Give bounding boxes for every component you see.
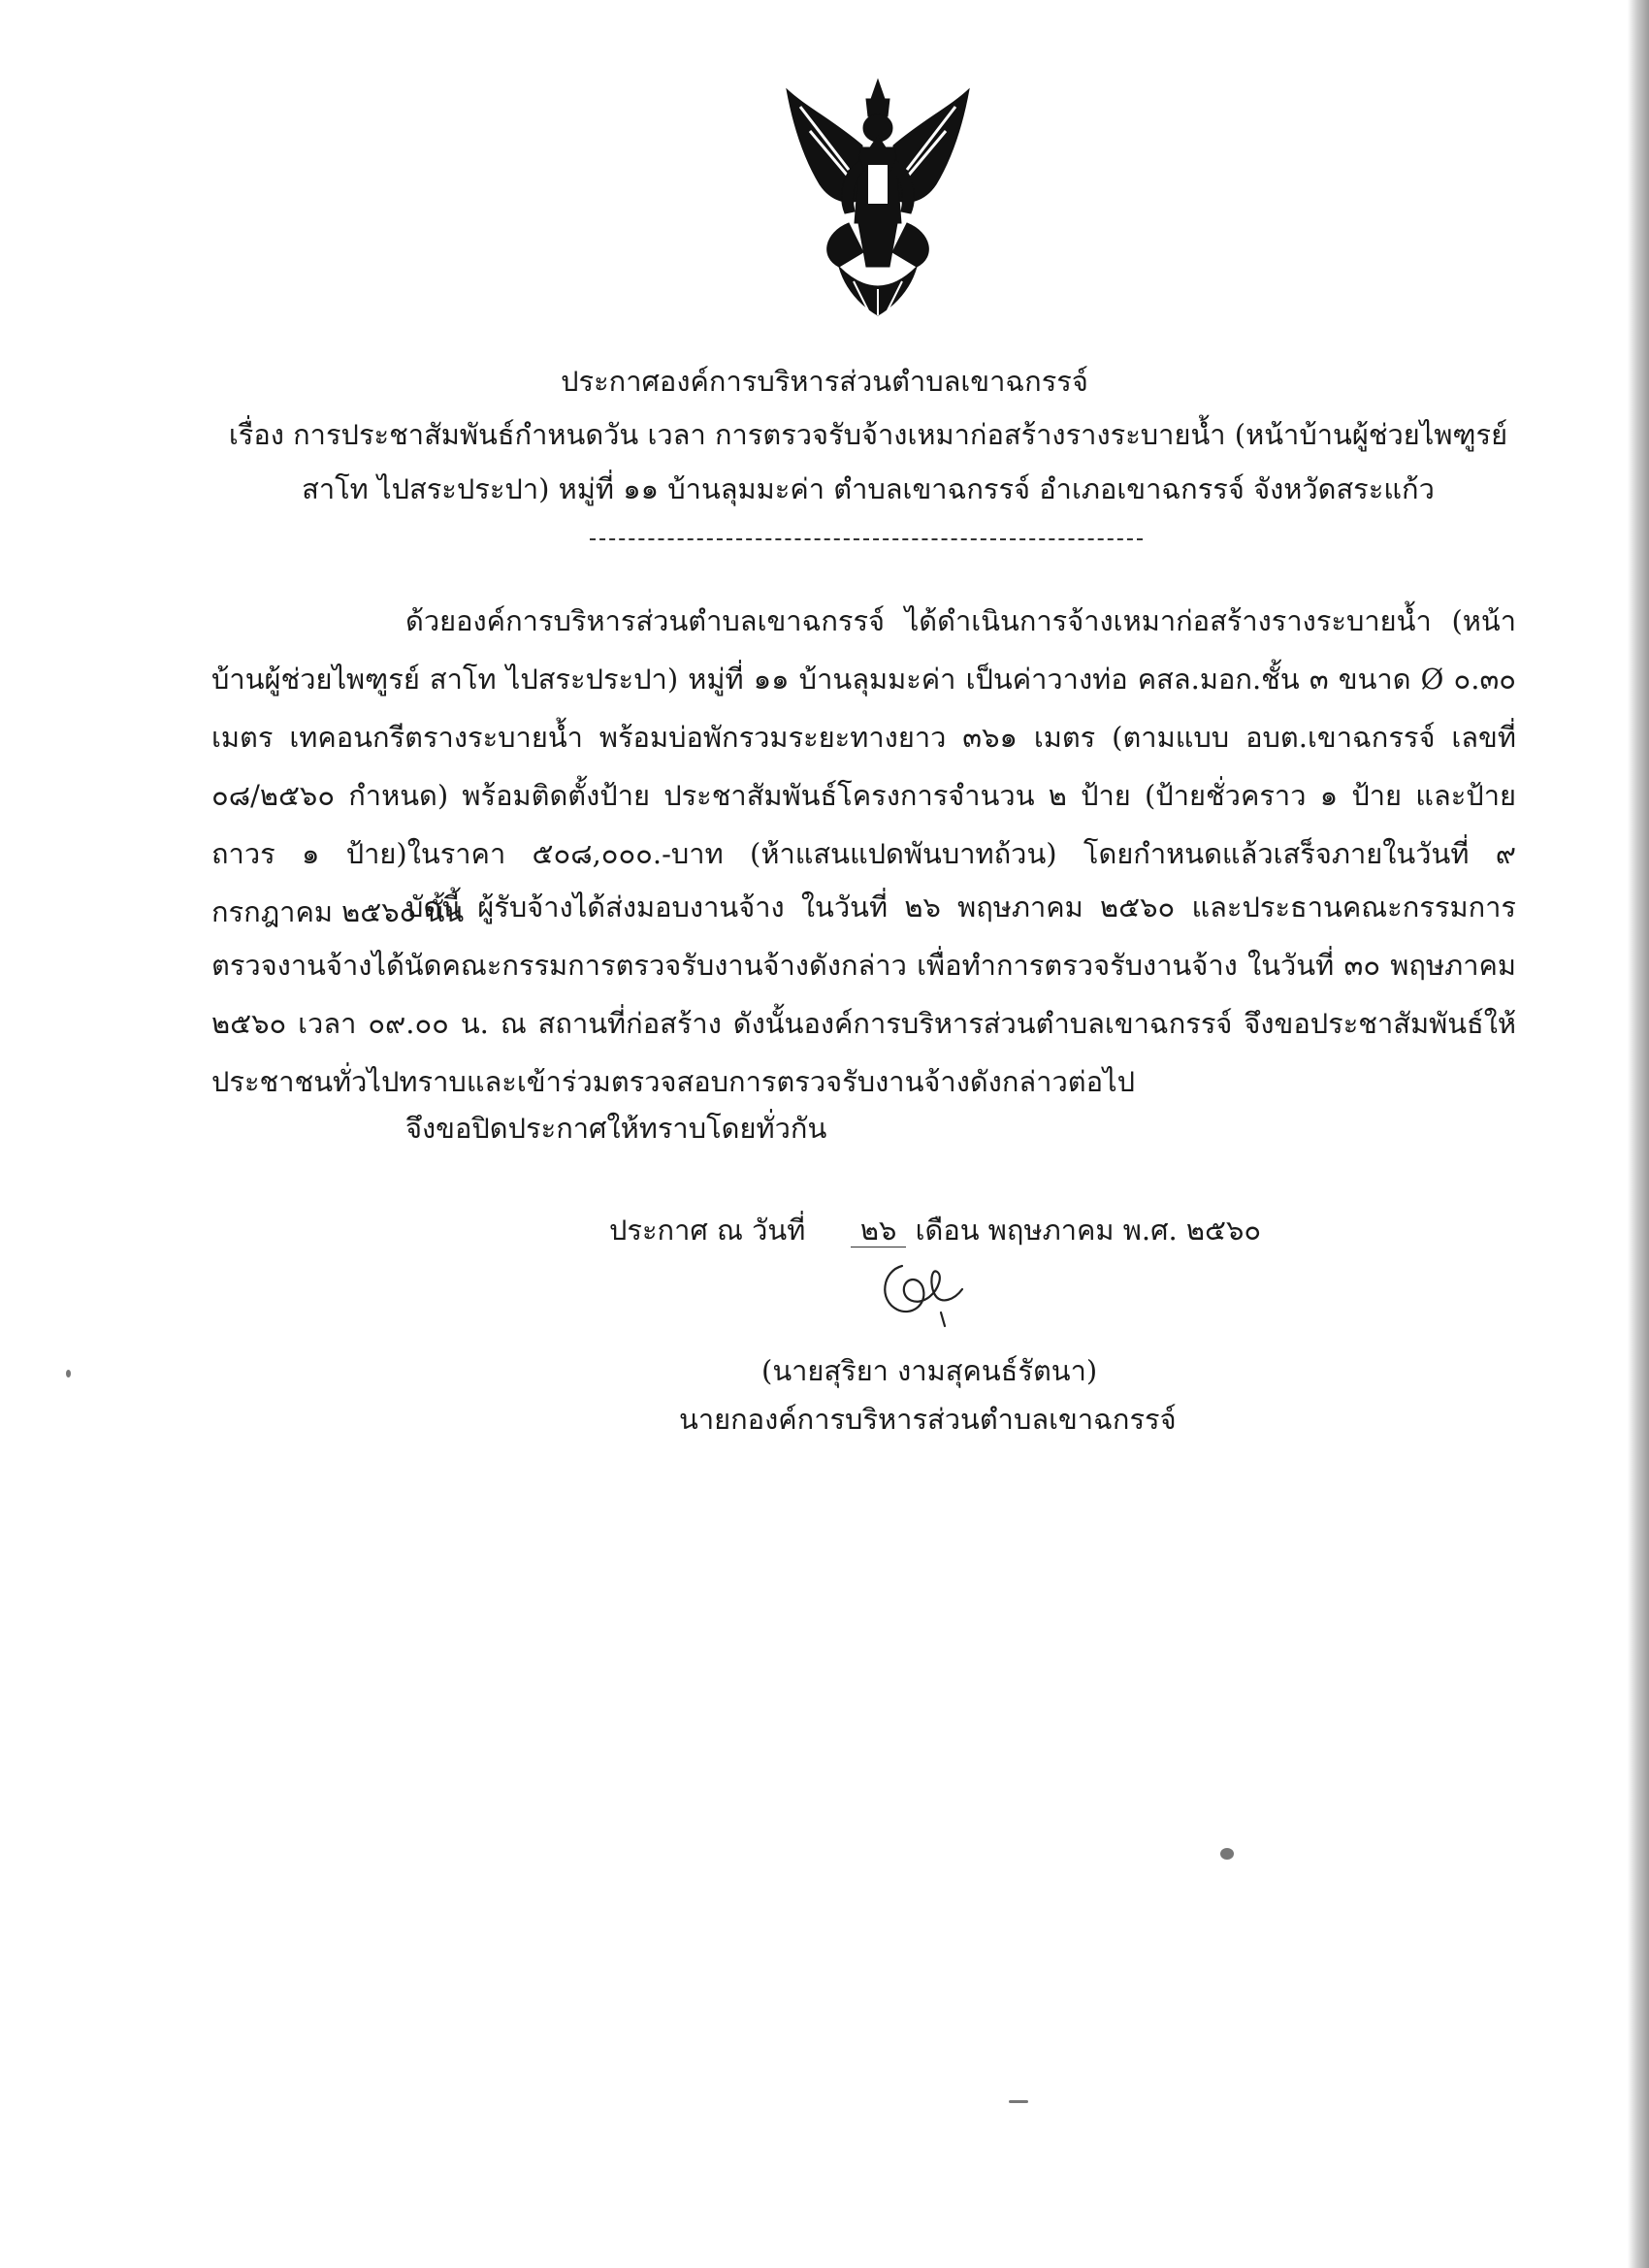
signatory-name: (นายสุริยา งามสุคนธ์รัตนา) (761, 1354, 1098, 1387)
dateline-month: พฤษภาคม (987, 1214, 1115, 1247)
dateline-year: พ.ศ. ๒๕๖๐ (1122, 1214, 1262, 1247)
announcement-title: ประกาศองค์การบริหารส่วนตำบลเขาฉกรรจ์ (561, 365, 1088, 398)
handwritten-signature (873, 1247, 980, 1334)
garuda-emblem-icon (781, 78, 975, 320)
scan-speck (66, 1370, 71, 1377)
separator-rule (590, 538, 1143, 540)
scan-edge-shadow (1628, 0, 1649, 2268)
scan-speck (1009, 2100, 1028, 2103)
signatory-position: นายกองค์การบริหารส่วนตำบลเขาฉกรรจ์ (679, 1403, 1177, 1436)
dateline-month-label: เดือน (915, 1214, 980, 1247)
scan-speck (1220, 1848, 1234, 1860)
closing-statement: จึงขอปิดประกาศให้ทราบโดยทั่วกัน (405, 1112, 827, 1145)
body-paragraph-1: ด้วยองค์การบริหารส่วนตำบลเขาฉกรรจ์ ได้ดำเนินการจ้างเหมาก่อสร้างรางระบายน้ำ (หน้าบ้านผู้ช่วยไพฑูรย์ สาโท ไปสระประปา) หมู่ที่ ๑๑ บ้านลุมมะค่า เป็นค่าวางท่อ คสล.มอก.ชั้น ๓ ขนาด Ø ๐.๓๐ เมตร เทคอนกรีตรางระบายน้ำ พร้อมบ่อพักรวมระยะทางยาว ๓๖๑ เมตร (ตามแบบ อบต.เขาฉกรรจ์ เลขที่ ๐๘/๒๕๖๐ กำหนด) พร้อมติดตั้งป้าย ประชาสัมพันธ์โครงการจำนวน ๒ ป้าย (ป้ายชั่วคราว ๑ ป้าย และป้ายถาวร ๑ ป้าย)ในราคา ๕๐๘,๐๐๐.-บาท (ห้าแสนแปดพันบาทถ้วน) โดยกำหนดแล้วเสร็จภายในวันที่ ๙ กรกฎาคม ๒๕๖๐ นั้น (211, 604, 1516, 928)
dateline-prefix: ประกาศ ณ วันที่ (609, 1214, 806, 1247)
announcement-subject: เรื่อง การประชาสัมพันธ์กำหนดวัน เวลา การตรวจรับจ้างเหมาก่อสร้างรางระบายน้ำ (หน้าบ้านผู้ช่วยไพฑูรย์ สาโท ไปสระประปา) หมู่ที่ ๑๑ บ้านลุมมะค่า ตำบลเขาฉกรรจ์ อำเภอเขาฉกรรจ์ จังหวัดสระแก้ว (228, 418, 1508, 505)
dateline-day: ๒๖ (851, 1214, 907, 1247)
body-paragraph-2: บัดนี้ ผู้รับจ้างได้ส่งมอบงานจ้าง ในวันที่ ๒๖ พฤษภาคม ๒๕๖๐ และประธานคณะกรรมการตรวจงานจ้างได้นัดคณะกรรมการตรวจรับงานจ้างดังกล่าว เพื่อทำการตรวจรับงานจ้าง ในวันที่ ๓๐ พฤษภาคม ๒๕๖๐ เวลา ๐๙.๐๐ น. ณ สถานที่ก่อสร้าง ดังนั้นองค์การบริหารส่วนตำบลเขาฉกรรจ์ จึงขอประชาสัมพันธ์ให้ประชาชนทั่วไปทราบและเข้าร่วมตรวจสอบการตรวจรับงานจ้างดังกล่าวต่อไป (211, 891, 1516, 1098)
